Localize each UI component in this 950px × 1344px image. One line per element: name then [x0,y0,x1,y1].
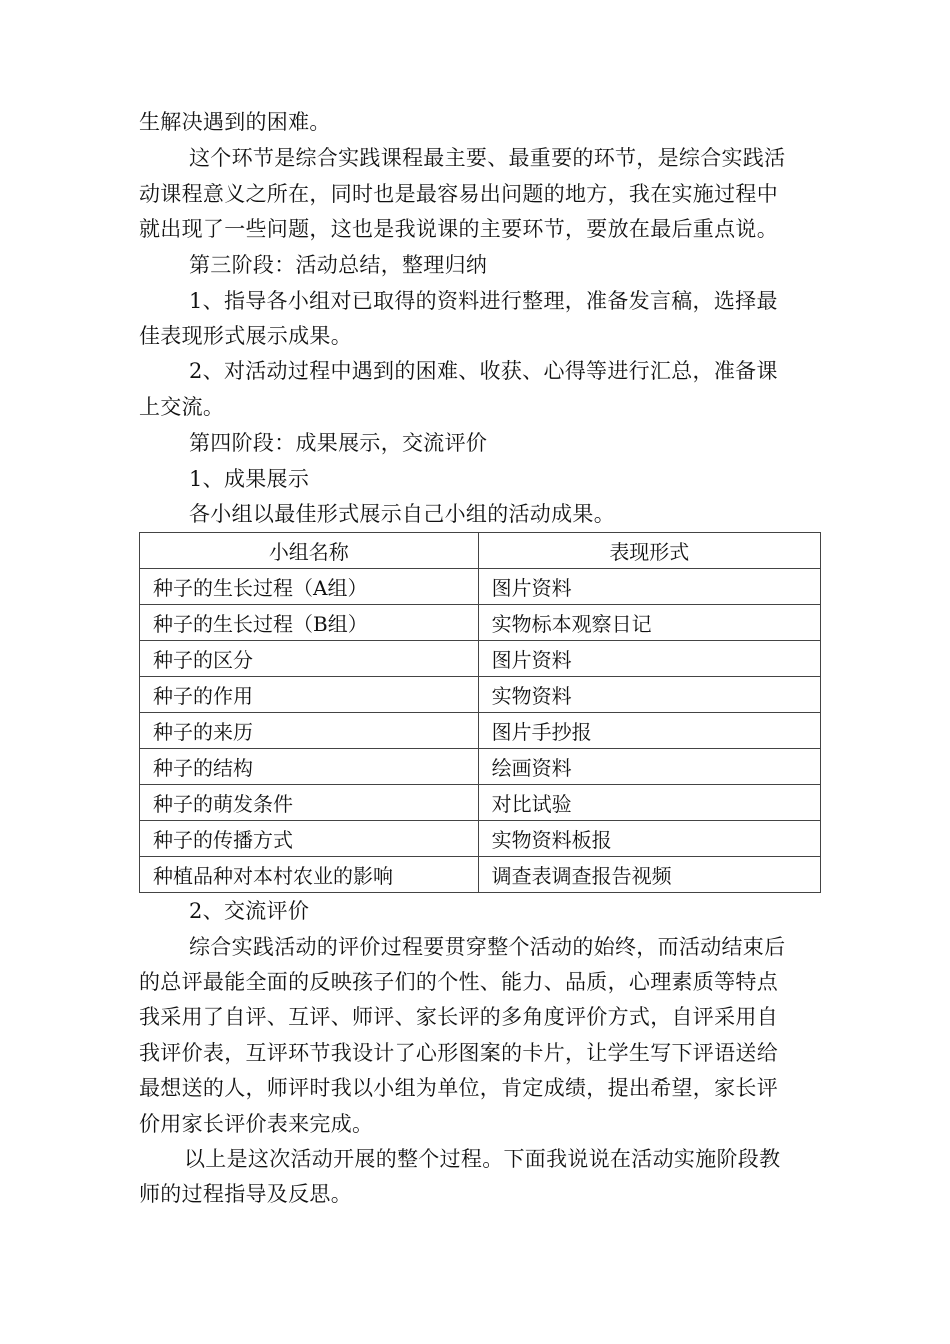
paragraph-line: 佳表现形式展示成果。 [139,324,352,348]
table-cell-group: 种子的萌发条件 [140,785,479,821]
paragraph-line: 这个环节是综合实践课程最主要、最重要的环节，是综合实践活 [189,146,786,170]
table-cell-group: 种子的传播方式 [140,821,479,857]
table-row [140,713,821,749]
table-cell-form: 实物标本观察日记 [478,605,820,641]
table-cell-form: 调查表调查报告视频 [478,857,820,893]
paragraph-line: 上交流。 [139,395,225,419]
table-header-row [140,533,821,569]
table-cell-form: 实物资料板报 [478,821,820,857]
table-cell-group: 种植品种对本村农业的影响 [140,857,479,893]
paragraph-line: 我采用了自评、互评、师评、家长评的多角度评价方式，自评采用自 [139,1005,778,1029]
paragraph-line: 生解决遇到的困难。 [139,110,331,134]
paragraph-line: 1、指导各小组对已取得的资料进行整理，准备发言稿，选择最 [189,289,778,313]
table-row [140,641,821,677]
paragraph-line: 动课程意义之所在，同时也是最容易出问题的地方，我在实施过程中 [139,182,778,206]
paragraph-line: 师的过程指导及反思。 [139,1182,352,1206]
table-cell-group: 种子的区分 [140,641,479,677]
table-row [140,857,821,893]
paragraph-line: 最想送的人，师评时我以小组为单位，肯定成绩，提出希望，家长评 [139,1076,778,1100]
table-row [140,749,821,785]
subsection-heading: 1、成果展示 [189,467,310,491]
table-row [140,569,821,605]
table-row [140,677,821,713]
table-cell-form: 图片资料 [478,641,820,677]
paragraph-line: 的总评最能全面的反映孩子们的个性、能力、品质，心理素质等特点 [139,970,778,994]
table-cell-form: 对比试验 [478,785,820,821]
table-cell-form: 实物资料 [478,677,820,713]
table-cell-group: 种子的生长过程（A组） [140,569,479,605]
paragraph-line: 各小组以最佳形式展示自己小组的活动成果。 [189,502,615,526]
table-row [140,605,821,641]
table-header-form: 表现形式 [478,533,820,569]
table-cell-group: 种子的作用 [140,677,479,713]
table-row [140,785,821,821]
paragraph-line: 我评价表，互评环节我设计了心形图案的卡片，让学生写下评语送给 [139,1041,778,1065]
results-table [139,532,821,893]
paragraph-line: 2、对活动过程中遇到的困难、收获、心得等进行汇总，准备课 [189,359,778,383]
subsection-heading: 2、交流评价 [189,899,310,923]
table-row [140,821,821,857]
table-cell-group: 种子的结构 [140,749,479,785]
paragraph-line: 就出现了一些问题，这也是我说课的主要环节，要放在最后重点说。 [139,217,778,241]
table-cell-form: 图片资料 [478,569,820,605]
table-cell-group: 种子的生长过程（B组） [140,605,479,641]
table-cell-form: 绘画资料 [478,749,820,785]
section-heading: 第三阶段：活动总结，整理归纳 [189,253,488,277]
table-cell-group: 种子的来历 [140,713,479,749]
section-heading: 第四阶段：成果展示，交流评价 [189,431,488,455]
table-cell-form: 图片手抄报 [478,713,820,749]
paragraph-line: 价用家长评价表来完成。 [139,1112,374,1136]
paragraph-line: 以上是这次活动开展的整个过程。下面我说说在活动实施阶段教 [184,1147,781,1171]
table-header-group-name: 小组名称 [140,533,479,569]
paragraph-line: 综合实践活动的评价过程要贯穿整个活动的始终，而活动结束后 [189,935,786,959]
